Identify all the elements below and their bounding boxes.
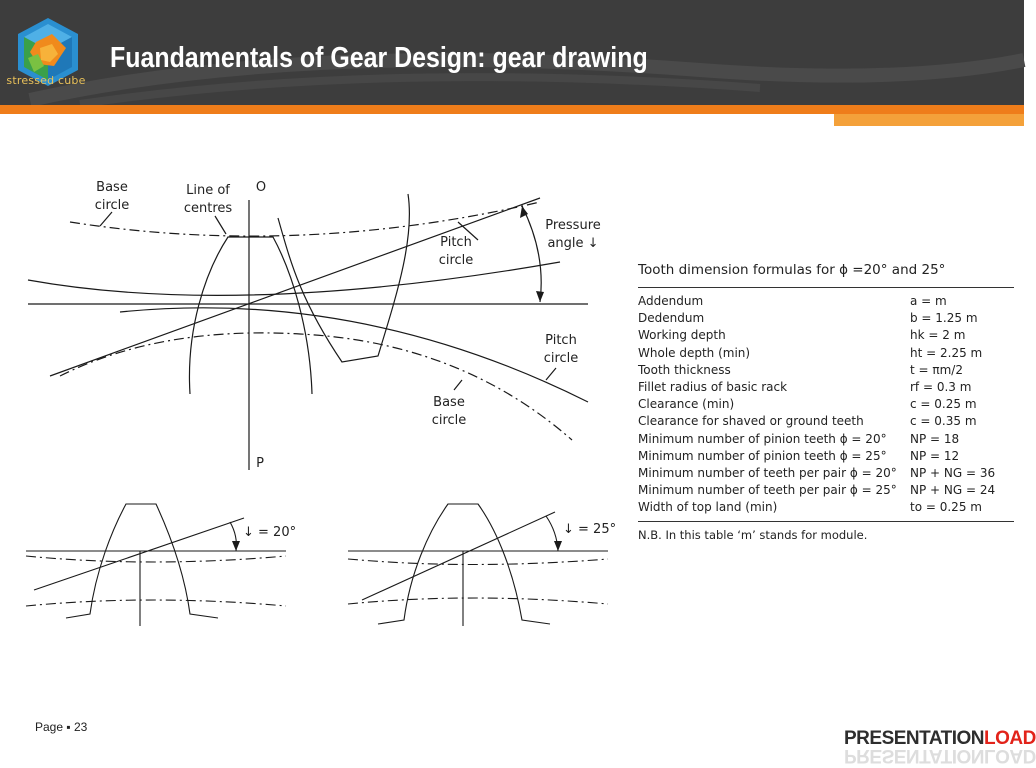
pressure-arrow-head-bottom: [536, 291, 544, 302]
tooth-20-degree-figure: [26, 504, 286, 626]
row-value: b = 1.25 m: [910, 311, 978, 326]
leader-base-lower: [454, 380, 462, 390]
base-circle-upper: [70, 202, 540, 236]
label-base-circle-lower-2: circle: [431, 413, 467, 428]
pressure-angle-arc: [522, 206, 541, 302]
label-base-circle-top-1: Base: [96, 180, 128, 195]
slide-title: Fuandamentals of Gear Design: gear drawing: [110, 42, 648, 74]
brand-reflection-decoration: PRESENTATIONLOAD: [844, 745, 1036, 766]
label-pressure-angle-2: angle ↓: [547, 236, 599, 251]
slide-header: [0, 0, 1024, 105]
row-label: Dedendum: [638, 311, 705, 326]
tooth-dimension-table: [638, 262, 1014, 542]
gear-tooth-profile: [278, 194, 409, 362]
logo-text: stressed cube: [6, 74, 86, 87]
label-pressure-angle-1: Pressure: [545, 218, 601, 233]
table-row: [638, 465, 1014, 482]
table-row: [638, 396, 1014, 413]
main-figure-labels: [95, 180, 601, 471]
tooth25-root-line: [348, 598, 608, 604]
brand-word-load: LOAD: [984, 728, 1036, 749]
table-title: Tooth dimension formulas for ϕ =20° and 25°: [638, 262, 946, 278]
row-value: a = m: [910, 294, 947, 308]
row-label: Width of top land (min): [638, 500, 778, 515]
table-row: [638, 362, 1014, 379]
row-value: c = 0.35 m: [910, 414, 977, 429]
table-row: [638, 310, 1014, 327]
label-base-circle-lower-1: Base: [433, 395, 465, 410]
row-label: Minimum number of pinion teeth ϕ = 20°: [638, 431, 887, 446]
page-number: Page ▪ 23: [35, 720, 88, 734]
gear-drawing-diagram: [0, 126, 620, 646]
table-row: [638, 448, 1014, 465]
line-of-action: [50, 198, 540, 376]
pitch-circle-upper: [28, 262, 560, 295]
tooth20-action-line: [34, 518, 244, 590]
leader-base-upper: [100, 212, 112, 226]
main-gear-mesh-figure: [28, 194, 588, 470]
label-angle-25: ↓ = 25°: [563, 522, 617, 537]
label-base-circle-top-2: circle: [94, 198, 130, 213]
table-row: [638, 431, 1014, 448]
row-label: Tooth thickness: [638, 362, 731, 377]
row-label: Clearance (min): [638, 397, 735, 412]
row-label: Fillet radius of basic rack: [638, 379, 788, 394]
brand-word-presentation: PRESENTATION: [844, 728, 985, 749]
header-accent-bar: [0, 105, 1024, 114]
label-pitch-circle-upper-2: circle: [438, 253, 474, 268]
row-value: c = 0.25 m: [910, 397, 977, 412]
row-value: NP = 12: [910, 448, 960, 463]
row-label: Addendum: [638, 294, 704, 308]
row-value: NP = 18: [910, 431, 960, 446]
base-circle-lower: [60, 333, 572, 440]
tooth25-base-line: [348, 559, 608, 565]
table-row: [638, 293, 1014, 310]
tooth25-profile: [378, 504, 550, 624]
table-row: [638, 379, 1014, 396]
row-label: Whole depth (min): [638, 345, 751, 360]
leader-line-of-centres: [215, 216, 226, 234]
row-label: Minimum number of pinion teeth ϕ = 25°: [638, 448, 887, 463]
label-point-o: O: [255, 180, 267, 195]
tooth20-root-line: [26, 600, 286, 606]
row-value: ht = 2.25 m: [910, 345, 983, 360]
row-value: rf = 0.3 m: [910, 379, 972, 394]
row-label: Working depth: [638, 328, 726, 343]
table-row: [638, 482, 1014, 499]
label-angle-20: ↓ = 20°: [243, 525, 297, 540]
row-label: Minimum number of teeth per pair ϕ = 25°: [638, 483, 897, 498]
tooth25-arrow-head: [554, 541, 562, 551]
presentationload-brand-logo: [844, 728, 1036, 766]
row-value: NP + NG = 36: [910, 465, 996, 480]
table-row: [638, 499, 1014, 516]
table-rows: [638, 293, 1014, 516]
table-top-rule: [638, 287, 1014, 288]
label-point-p: P: [256, 456, 264, 471]
label-pitch-circle-lower-2: circle: [543, 351, 579, 366]
row-value: hk = 2 m: [910, 328, 966, 343]
table-row: [638, 413, 1014, 430]
table-note: N.B. In this table ‘m’ stands for module.: [638, 521, 1014, 542]
pinion-tooth-profile: [189, 237, 312, 394]
row-value: t = πm/2: [910, 362, 963, 377]
label-pitch-circle-upper-1: Pitch: [440, 235, 472, 250]
tooth20-arrow-head: [232, 541, 240, 551]
table-row: [638, 327, 1014, 344]
header-accent-tab: [834, 114, 1024, 126]
label-line-of-centres-1: Line of: [186, 183, 230, 198]
row-value: NP + NG = 24: [910, 483, 996, 498]
row-label: Minimum number of teeth per pair ϕ = 20°: [638, 465, 897, 480]
table-row: [638, 345, 1014, 362]
tooth20-base-line: [26, 556, 286, 562]
label-pitch-circle-lower-1: Pitch: [545, 333, 577, 348]
label-line-of-centres-2: centres: [183, 201, 233, 216]
tooth25-action-line: [362, 512, 555, 600]
leader-pitch-lower: [546, 368, 556, 380]
row-value: to = 0.25 m: [910, 500, 982, 515]
row-label: Clearance for shaved or ground teeth: [638, 414, 864, 429]
